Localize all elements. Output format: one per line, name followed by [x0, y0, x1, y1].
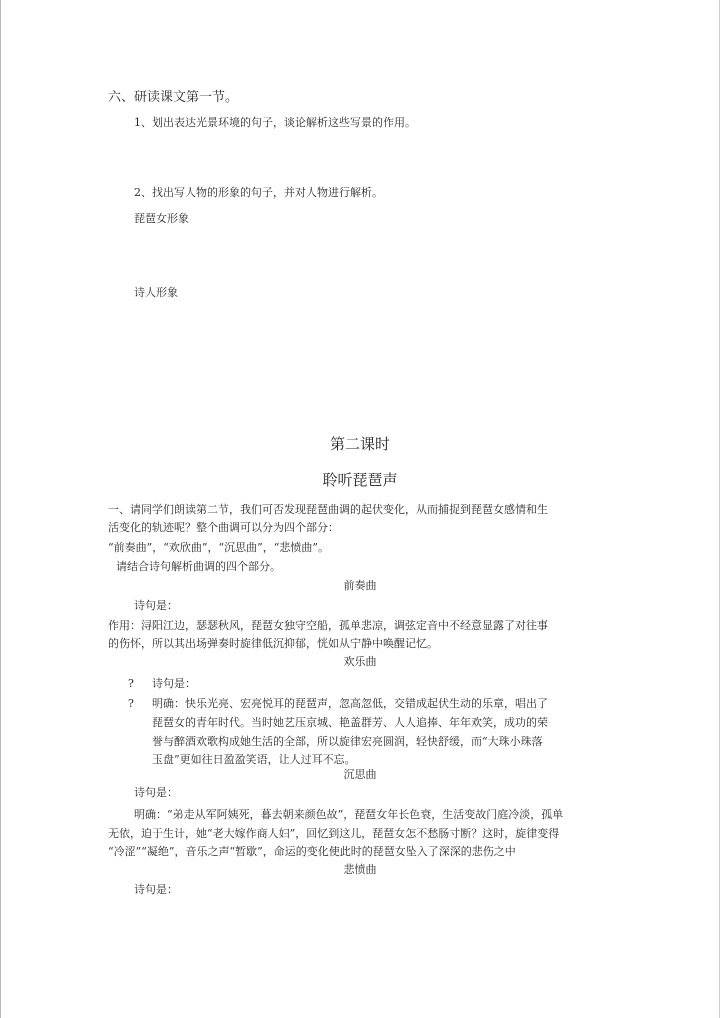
intro-line: 请结合诗句解析曲调的四个部分。 — [116, 560, 281, 573]
poet-label: 诗人形象 — [134, 286, 178, 299]
part-title: 沉思曲 — [343, 768, 377, 781]
section-heading: 六、研读课文第一节。 — [108, 90, 239, 105]
part-body-line: 明确：“弟走从军阿姨死，暮去朝来颜色故”，琵琶女年长色衰，生活变故门庭冷淡，孤单 — [134, 808, 564, 821]
part-title: 悲愤曲 — [343, 863, 377, 876]
question-2: 2、找出写人物的形象的句子，并对人物进行解析。 — [134, 186, 383, 199]
part-body-line: 明确：快乐光亮、宏亮悦耳的琵琶声，忽高忽低，交错成起伏生动的乐章，唱出了 — [152, 697, 548, 710]
part-body-line: 作用：浔阳江边，瑟瑟秋风，琵琶女独守空船，孤单悲凉，调弦定音中不经意显露了对往事 — [108, 619, 548, 632]
part-title: 欢乐曲 — [343, 655, 377, 668]
lesson-subtitle: 聆听琵琶声 — [322, 471, 398, 489]
part-body-line: 誉与醉酒欢歌构成她生活的全部，所以旋律宏亮圆润，轻快舒缓，而“大珠小珠落 — [152, 735, 543, 748]
poem-lines-label: 诗句是： — [134, 883, 178, 896]
part-body-line: “冷涩”“凝绝”，音乐之声“暂歇”，命运的变化使此时的琵琶女坠入了深深的悲伤之中 — [108, 845, 516, 858]
intro-line: “前奏曲”，“欢欣曲”，“沉思曲”，“悲愤曲”。 — [108, 541, 329, 554]
bullet-marker: ? — [128, 697, 134, 710]
intro-line: 活变化的轨迹呢？整个曲调可以分为四个部分： — [108, 521, 339, 534]
part-title: 前奏曲 — [343, 579, 377, 592]
lesson-title: 第二课时 — [329, 435, 390, 453]
poem-lines-label: 诗句是： — [134, 599, 178, 612]
part-body-line: 的伤怀，所以其出场弹奏时旋律低沉抑郁，恍如从宁静中唤醒记忆。 — [108, 637, 438, 650]
bullet-marker: ? — [128, 677, 134, 690]
part-body-line: 无依，迫于生计，她“老大嫁作商人妇”，回忆到这儿，琵琶女怎不愁肠寸断？这时，旋律变得 — [108, 827, 560, 840]
poem-lines-label: 诗句是： — [134, 786, 178, 799]
intro-line: 一、请同学们朗读第二节，我们可否发现琵琶曲调的起伏变化，从而捕捉到琵琶女感情和生 — [108, 503, 548, 516]
poem-lines-label: 诗句是： — [152, 677, 196, 690]
pipa-woman-label: 琵琶女形象 — [134, 212, 189, 225]
part-body-line: 琵琶女的青年时代。当时她艺压京城、艳盖群芳、人人追捧、年年欢笑，成功的荣 — [152, 716, 548, 729]
question-1: 1、划出表达光景环境的句子，谈论解析这些写景的作用。 — [134, 116, 416, 129]
part-body-line: 玉盘”更如往日盈盈笑语，让人过耳不忘。 — [152, 753, 356, 766]
